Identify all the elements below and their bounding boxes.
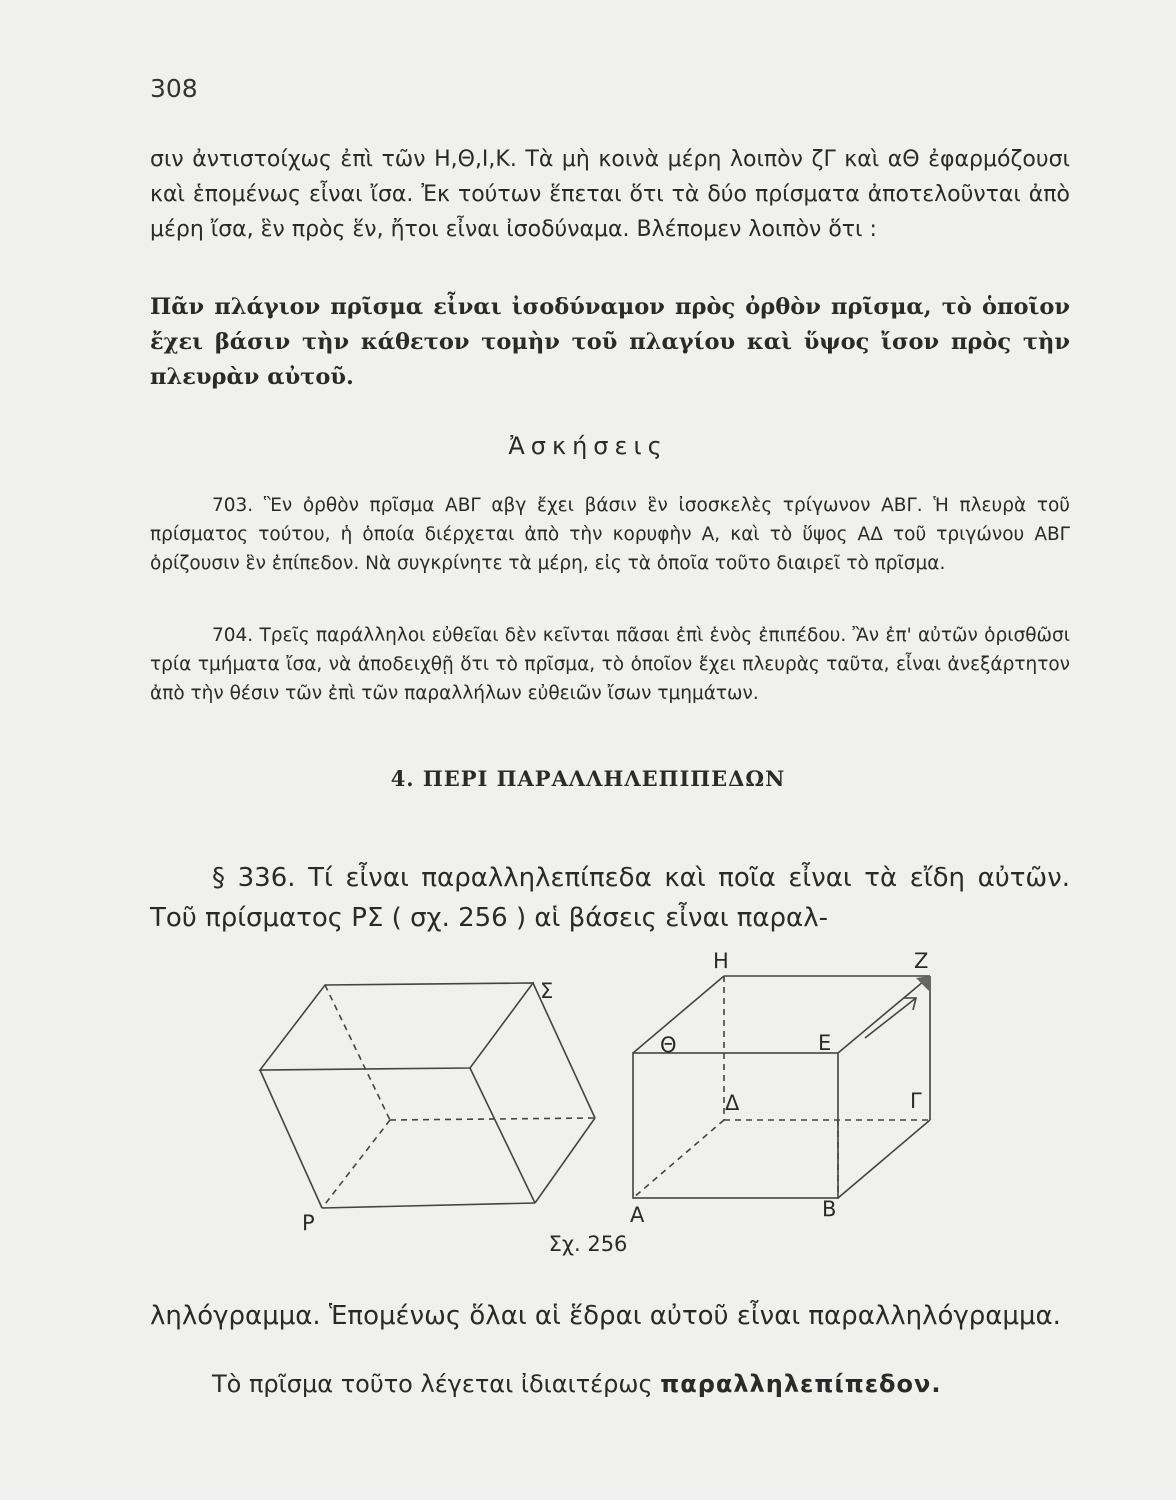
label-rho: Ρ (302, 1211, 315, 1235)
paragraph-after-figure-text: ληλόγραμμα. Ἑπομένως ὅλαι αἱ ἕδραι αὐτοῦ εἶναι παραλληλόγραμμα. (150, 1301, 1061, 1331)
right-prism-edge (838, 976, 930, 1053)
label-sigma: Σ (540, 979, 554, 1003)
right-prism-edge (633, 976, 724, 1053)
label-beta: Β (822, 1197, 837, 1221)
paragraph-336-text: § 336. Τί εἶναι παραλληλεπίπεδα καὶ ποῖα εἶναι τὰ εἴδη αὐτῶν. Τοῦ πρίσματος ΡΣ ( σχ. 256 ) αἱ βάσεις εἶναι παραλ- (150, 863, 1070, 933)
label-gamma: Γ (910, 1089, 922, 1113)
oblique-prism-edge (260, 1070, 322, 1208)
oblique-prism-edge (533, 983, 595, 1118)
label-epsilon: Ε (818, 1031, 832, 1055)
direction-arrow (865, 998, 916, 1038)
label-theta: Θ (660, 1033, 677, 1057)
oblique-prism-hidden-edge (390, 1118, 595, 1120)
exercise-703-text: 703. Ἓν ὀρθὸν πρῖσμα ΑΒΓ αβγ ἔχει βάσιν ἓν ἰσοσκελὲς τρίγωνον ΑΒΓ. Ἡ πλευρὰ τοῦ πρίσματος τούτου, ἡ ὁποία διέρχεται ἀπὸ τὴν κορυφὴν Α, καὶ τὸ ὕψος ΑΔ τοῦ τριγώνου ΑΒΓ ὁρίζουσιν ἓν ἐπίπεδον. Νὰ συγκρίνητε τὰ μέρη, εἰς τὰ ὁποῖα τοῦτο διαιρεῖ τὸ πρῖσμα. (150, 495, 1070, 574)
label-zeta: Ζ (914, 949, 929, 973)
paragraph-intro-text: σιν ἀντιστοίχως ἐπὶ τῶν Η,Θ,Ι,Κ. Τὰ μὴ κοινὰ μέρη λοιπὸν ζΓ καὶ αΘ ἐφαρμόζουσι καὶ ἑπομένως εἶναι ἴσα. Ἐκ τούτων ἕπεται ὅτι τὰ δύο πρίσματα ἀποτελοῦνται ἀπὸ μέρη ἴσα, ἓν πρὸς ἕν, ἤτοι εἶναι ἰσοδύναμα. Βλέπομεν λοιπὸν ὅτι : (150, 147, 1070, 242)
right-prism-edge (838, 1120, 930, 1198)
exercise-703 (150, 491, 1070, 578)
final-line-text: Τὸ πρῖσμα τοῦτο λέγεται ἰδιαιτέρως (212, 1370, 653, 1398)
oblique-prism-edge (322, 1203, 535, 1208)
theorem-text: Πᾶν πλάγιον πρῖσμα εἶναι ἰσοδύναμον πρὸς ὀρθὸν πρῖσμα, τὸ ὁποῖον ἔχει βάσιν τὴν κάθετον τομὴν τοῦ πλαγίου καὶ ὕψος ἴσον πρὸς τὴν πλευρὰν αὐτοῦ. (150, 294, 1070, 390)
label-delta: Δ (725, 1091, 740, 1115)
oblique-prism-hidden-edge (322, 1120, 390, 1208)
label-alpha: Α (630, 1203, 645, 1227)
oblique-prism-edge (470, 1068, 535, 1203)
exercise-704-text: 704. Τρεῖς παράλληλοι εὐθεῖαι δὲν κεῖνται πᾶσαι ἐπὶ ἑνὸς ἐπιπέδου. Ἂν ἐπ' αὐτῶν ὁρισθῶσι τρία τμήματα ἴσα, νὰ ἀποδειχθῇ ὅτι τὸ πρῖσμα, τὸ ὁποῖον ἔχει πλευρὰς ταῦτα, εἶναι ἀνεξάρτητον ἀπὸ τὴν θέσιν τῶν ἐπὶ τῶν παραλλήλων εὐθειῶν ἴσων τμημάτων. (150, 625, 1070, 704)
theorem-statement (150, 290, 1070, 395)
exercises-heading: Ἀσκήσεις (508, 432, 668, 460)
figure-caption: Σχ. 256 (548, 1232, 628, 1256)
page-number: 308 (150, 74, 198, 103)
right-prism-front-face (633, 1053, 838, 1198)
figure-256 (240, 940, 960, 1240)
defined-term: παραλληλεπίπεδον. (660, 1370, 942, 1398)
exercise-704 (150, 621, 1070, 708)
right-prism-hidden-edge (633, 1120, 724, 1198)
final-line (150, 1340, 1070, 1428)
paragraph-intro (150, 142, 1070, 247)
shaded-corner (916, 976, 930, 992)
oblique-prism-top-face (260, 983, 533, 1070)
label-eta: Η (713, 949, 729, 973)
oblique-prism-hidden-edge (325, 985, 390, 1120)
oblique-prism-edge (535, 1118, 595, 1203)
section-heading: 4. ΠΕΡΙ ΠΑΡΑΛΛΗΛΕΠΙΠΕΔΩΝ (390, 766, 786, 791)
